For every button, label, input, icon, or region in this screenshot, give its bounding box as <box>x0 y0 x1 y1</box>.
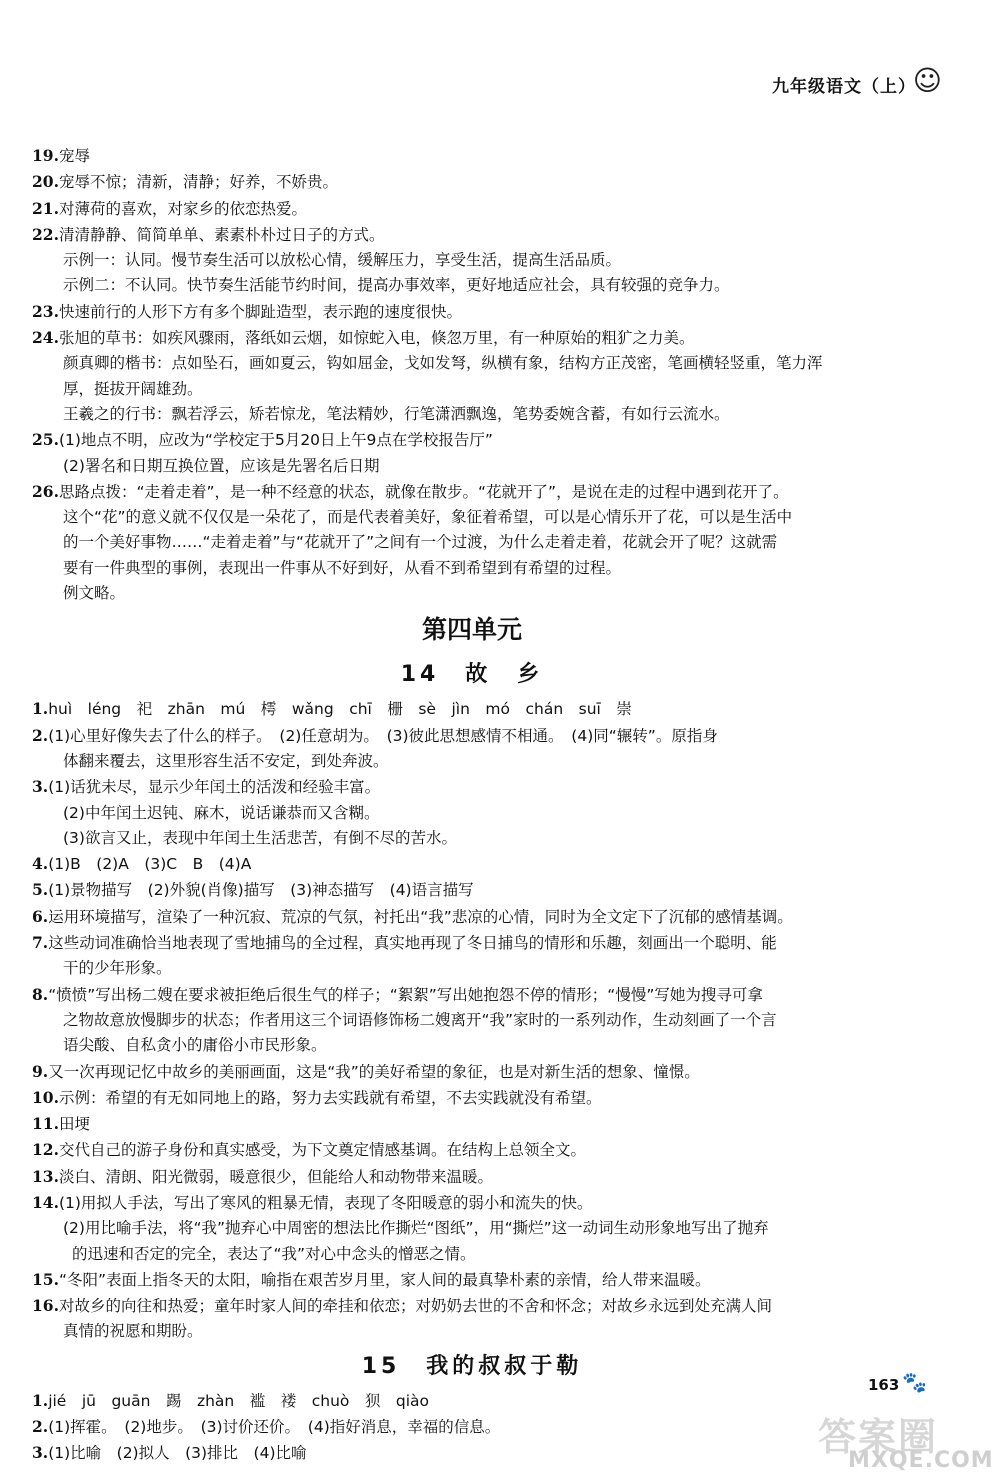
answer-continuation: 的一个美好事物……“走着走着”与“花就开了”之间有一个过渡，为什么走着走着，花就会开了呢？这就需 <box>63 533 778 552</box>
answer-item <box>32 696 932 722</box>
item-number: 3. <box>32 777 49 797</box>
answer-item <box>32 1137 932 1163</box>
item-number: 14. <box>32 1192 59 1212</box>
item-number: 11. <box>32 1114 59 1134</box>
answer-item <box>32 1085 932 1111</box>
answer-continuation: 真情的祝愿和期盼。 <box>63 1322 203 1341</box>
item-number: 7. <box>32 933 49 953</box>
mascot-icon: ☺ <box>912 64 942 97</box>
item-text: 田埂 <box>58 1115 90 1134</box>
item-text: “冬阳”表面上指冬天的太阳，喻指在艰苦岁月里，家人间的最真挚朴素的亲情，给人带来温暖。 <box>58 1270 711 1289</box>
item-text: 运用环境描写，渲染了一种沉寂、荒凉的气氛，衬托出“我”悲凉的心情，同时为全文定下了沉郁的感情基调。 <box>48 907 793 926</box>
item-text: 示例：希望的有无如同地上的路，努力去实践就有希望，不去实践就没有希望。 <box>58 1088 602 1107</box>
item-number: 6. <box>32 906 49 926</box>
item-text: 交代自己的游子身份和真实感受，为下文奠定情感基调。在结构上总领全文。 <box>58 1141 586 1160</box>
item-number: 26. <box>32 481 59 501</box>
item-number: 20. <box>32 172 59 192</box>
paw-icon: 🐾 <box>902 1370 927 1394</box>
item-text: 思路点拨：“走着走着”，是一种不经意的状态，就像在散步。“花就开了”，是说在走的过程中遇到花开了。 <box>58 482 789 501</box>
page-number: 163 <box>868 1376 900 1394</box>
item-number: 3. <box>32 1443 49 1463</box>
answer-continuation: (3)欲言又止，表现中年闰土生活悲苦，有倒不尽的苦水。 <box>63 828 457 847</box>
item-number: 2. <box>32 725 49 745</box>
item-text: 宠辱 <box>58 147 90 165</box>
answer-continuation: 体翻来覆去，这里形容生活不安定，到处奔波。 <box>63 751 389 770</box>
answer-item <box>32 774 932 800</box>
answer-continuation: 颜真卿的楷书：点如坠石，画如夏云，钩如屈金，戈如发弩，纵横有象，结构方正茂密，笔画横轻竖重，笔力浑 <box>63 354 823 373</box>
item-number: 22. <box>32 224 59 244</box>
answer-continuation: (2)用比喻手法，将“我”抛弃心中周密的想法比作撕烂“图纸”，用“撕烂”这一动词生动形象地写出了抛弃 <box>63 1219 769 1238</box>
answer-item <box>32 299 932 325</box>
item-number: 19. <box>32 146 59 165</box>
item-text: 快速前行的人形下方有多个脚趾造型，表示跑的速度很快。 <box>58 302 462 321</box>
item-number: 12. <box>32 1140 59 1160</box>
item-text: (1)比喻 (2)拟人 (3)排比 (4)比喻 <box>48 1444 307 1463</box>
answer-continuation: 的迅速和否定的完全，表达了“我”对心中念头的憎恶之情。 <box>72 1244 476 1263</box>
answer-item <box>32 982 932 1008</box>
item-text: 对故乡的向往和热爱；童年时家人间的牵挂和依恋；对奶奶去世的不舍和怀念；对故乡永远到处充满人间 <box>58 1297 772 1316</box>
item-text: (1)用拟人手法，写出了寒风的粗暴无情，表现了冬阳暖意的弱小和流失的快。 <box>58 1193 593 1212</box>
watermark-url: MXQE.COM <box>848 1448 994 1473</box>
answer-continuation: (2)署名和日期互换位置，应该是先署名后日期 <box>63 456 380 475</box>
item-text: (1)景物描写 (2)外貌(肖像)描写 (3)神态描写 (4)语言描写 <box>48 881 474 900</box>
item-number: 15. <box>32 1269 59 1289</box>
item-text: “愤愤”写出杨二嫂在要求被拒绝后很生气的样子；“絮絮”写出她抱怨不停的情形；“慢慢”写她为搜寻可拿 <box>48 985 763 1004</box>
answer-continuation: 干的少年形象。 <box>63 959 172 978</box>
answer-item <box>32 851 932 877</box>
answer-item <box>32 1293 932 1319</box>
item-text: (1)话犹未尽，显示少年闰土的活泼和经验丰富。 <box>48 778 381 797</box>
answer-item <box>32 169 932 195</box>
answer-item <box>32 1190 932 1216</box>
answer-continuation: 语尖酸、自私贪小的庸俗小市民形象。 <box>63 1036 327 1055</box>
answer-item <box>32 904 932 930</box>
answer-item <box>32 1414 932 1440</box>
answer-item <box>32 1267 932 1293</box>
item-number: 9. <box>32 1061 49 1081</box>
item-number: 23. <box>32 301 59 321</box>
answer-item <box>32 723 932 749</box>
item-number: 1. <box>32 1390 49 1410</box>
item-number: 4. <box>32 854 49 874</box>
answer-item <box>32 325 932 351</box>
answer-item <box>32 1164 932 1190</box>
item-text: 这些动词准确恰当地表现了雪地捕鸟的全过程，真实地再现了冬日捕鸟的情形和乐趣，刻画出一个聪明、能 <box>48 934 777 953</box>
item-number: 1. <box>32 699 49 719</box>
item-text: 清清静静、简简单单、素素朴朴过日子的方式。 <box>58 225 385 244</box>
item-text: 张旭的草书：如疾风骤雨，落纸如云烟，如惊蛇入电，倏忽万里，有一种原始的粗犷之力美。 <box>58 329 695 348</box>
item-text: 对薄荷的喜欢，对家乡的依恋热爱。 <box>58 199 307 218</box>
answer-item <box>32 427 932 453</box>
answer-item <box>32 1440 932 1466</box>
answer-item <box>32 930 932 956</box>
running-header: 九年级语文（上） <box>772 77 916 97</box>
answer-continuation: 示例二：不认同。快节奏生活能节约时间，提高办事效率，更好地适应社会，具有较强的竞争力。 <box>63 276 730 295</box>
watermark: 答案圈 <box>818 1415 939 1459</box>
answer-item <box>32 1111 932 1137</box>
item-number: 24. <box>32 328 59 348</box>
answer-item <box>32 1388 932 1414</box>
lesson-title: 15 我的叔叔于勒 <box>361 1353 583 1379</box>
answer-continuation: 示例一：认同。慢节奏生活可以放松心情，缓解压力，享受生活，提高生活品质。 <box>63 251 622 270</box>
item-text: (1)地点不明，应改为“学校定于5月20日上午9点在学校报告厅” <box>58 431 493 450</box>
answer-item <box>32 222 932 248</box>
item-number: 13. <box>32 1166 59 1186</box>
answer-continuation: (2)中年闰土迟钝、麻木，说话谦恭而又含糊。 <box>63 803 380 822</box>
item-text: 又一次再现记忆中故乡的美丽画面，这是“我”的美好希望的象征，也是对新生活的想象、憧憬。 <box>48 1062 700 1081</box>
answer-continuation: 王羲之的行书：飘若浮云，矫若惊龙，笔法精妙，行笔潇洒飘逸，笔势委婉含蓄，有如行云流水。 <box>63 404 730 423</box>
answer-continuation: 厚，挺拔开阔雄劲。 <box>63 379 203 398</box>
item-number: 8. <box>32 984 49 1004</box>
item-number: 21. <box>32 198 59 218</box>
item-text: (1)B (2)A (3)C B (4)A <box>48 855 252 874</box>
answer-item <box>32 1059 932 1085</box>
answer-content <box>32 143 932 1467</box>
answer-item <box>32 143 932 169</box>
answer-item <box>32 479 932 505</box>
answer-continuation: 之物故意放慢脚步的状态；作者用这三个词语修饰杨二嫂离开“我”家时的一系列动作，生动刻画了一个言 <box>63 1010 777 1029</box>
item-number: 25. <box>32 430 59 450</box>
answer-continuation: 要有一件典型的事例，表现出一件事从不好到好，从看不到希望到有希望的过程。 <box>63 558 622 577</box>
item-number: 16. <box>32 1296 59 1316</box>
item-text: (1)心里好像失去了什么的样子。 (2)任意胡为。 (3)彼此思想感情不相通。 (4)同“辗转”。原指身 <box>48 726 718 745</box>
item-text: 宠辱不惊；清新，清静；好养，不娇贵。 <box>58 173 338 192</box>
item-text: jié jū guān 踢 zhàn 褴 褛 chuò 狈 qiào <box>48 1391 430 1410</box>
lesson-title: 14 故 乡 <box>400 662 544 688</box>
answer-item <box>32 196 932 222</box>
item-text: 淡白、清朗、阳光微弱，暖意很少，但能给人和动物带来温暖。 <box>58 1167 493 1186</box>
answer-continuation: 例文略。 <box>63 584 126 603</box>
answer-continuation: 这个“花”的意义就不仅仅是一朵花了，而是代表着美好，象征着希望，可以是心情乐开了花，可以是生活中 <box>63 508 793 527</box>
item-text: huì léng 祀 zhān mú 樗 wǎng chī 栅 sè jìn mó chán suī 崇 <box>48 700 632 719</box>
item-text: (1)挥霍。 (2)地步。 (3)讨价还价。 (4)指好消息，幸福的信息。 <box>48 1418 501 1437</box>
item-number: 10. <box>32 1087 59 1107</box>
item-number: 2. <box>32 1417 49 1437</box>
answer-item <box>32 877 932 903</box>
unit-title: 第四单元 <box>421 615 522 645</box>
item-number: 5. <box>32 880 49 900</box>
